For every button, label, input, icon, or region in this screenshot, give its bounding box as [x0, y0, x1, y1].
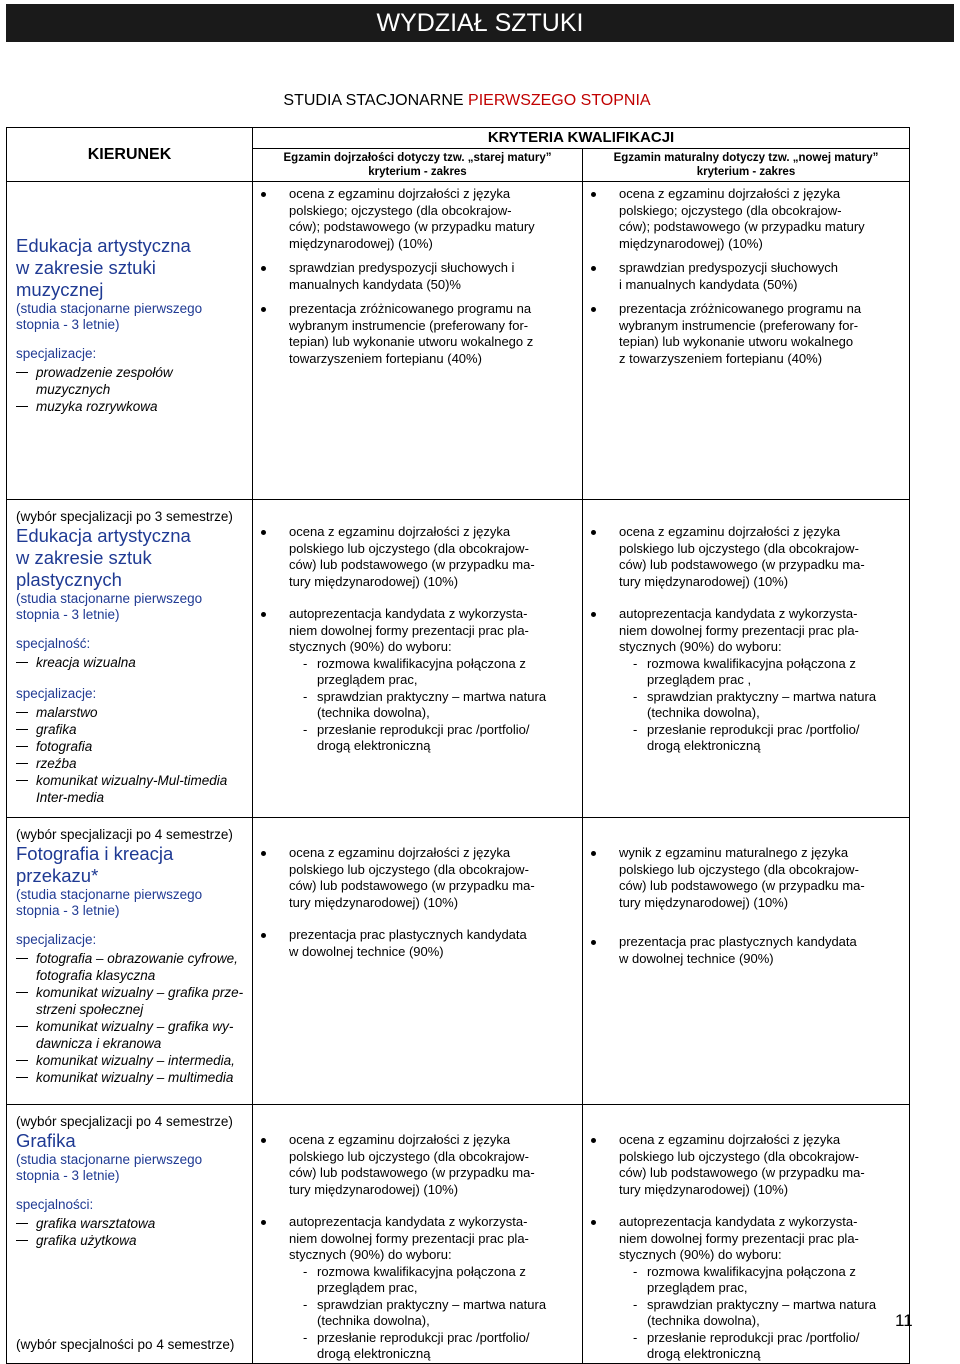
- program-content: [16, 818, 246, 1086]
- program-title-line: Edukacja artystyczna: [16, 235, 191, 256]
- dash-marker: -: [633, 1296, 638, 1312]
- header-new-matura-line2: kryterium - zakres: [696, 166, 796, 178]
- criteria-subline: przeglądem prac,: [647, 1280, 748, 1295]
- section-item: fotografia: [16, 738, 246, 755]
- criteria-subitem: [303, 656, 576, 689]
- section-list: [16, 704, 246, 806]
- section-item: prowadzenie zespołów muzycznych: [16, 364, 246, 398]
- criteria-line: stycznych (90%) do wyboru:: [619, 639, 782, 654]
- criteria-subitem: [633, 656, 903, 689]
- criteria-line: tury międzynarodowej) (10%): [289, 573, 459, 589]
- criteria-line: tury międzynarodowej) (10%): [619, 573, 789, 589]
- criteria-line: prezentacja zróżnicowanego programu na: [289, 301, 532, 316]
- section-head: specjalizacje:: [16, 686, 97, 701]
- criteria-line: wybranym instrumencie (preferowany for-: [289, 317, 529, 333]
- criteria-line: manualnych kandydata (50)%: [289, 276, 461, 292]
- dash-marker: -: [633, 655, 638, 671]
- criteria-subitem: [633, 722, 903, 755]
- header-old-matura: [253, 149, 583, 182]
- criteria-list-old: [253, 818, 582, 960]
- program-title-line: w zakresie sztuki: [16, 257, 156, 278]
- criteria-line: niem dowolnej formy prezentacji prac pla-: [289, 1230, 529, 1246]
- criteria-line: stycznych (90%) do wyboru:: [289, 639, 452, 654]
- program-title-line: w zakresie sztuk: [16, 547, 152, 568]
- program-title-line: Edukacja artystyczna: [16, 525, 191, 546]
- dash-marker: -: [633, 1263, 638, 1279]
- header-kryteria: KRYTERIA KWALIFIKACJI: [253, 128, 910, 149]
- criteria-line: sprawdzian predyspozycji słuchowych i: [289, 260, 515, 275]
- criteria-subline: (technika dowolna),: [317, 1313, 430, 1328]
- criteria-item: [583, 1214, 909, 1363]
- criteria-line: sprawdzian predyspozycji słuchowych: [619, 260, 838, 275]
- criteria-subline: przeglądem prac,: [317, 672, 418, 687]
- section-list: [16, 950, 246, 1086]
- criteria-line: polskiego lub ojczystego (dla obcokrajow-: [619, 1148, 859, 1164]
- criteria-sublist: [289, 656, 576, 755]
- section-item: muzyka rozrywkowa: [16, 398, 246, 415]
- criteria-line: w dowolnej technice (90%): [619, 950, 774, 966]
- page-title: WYDZIAŁ SZTUKI: [376, 9, 584, 37]
- criteria-subline: drogą elektroniczną: [317, 738, 431, 753]
- section-item: rzeźba: [16, 755, 246, 772]
- criteria-item: [583, 1132, 909, 1198]
- criteria-subline: rozmowa kwalifikacyjna połączona z: [317, 655, 526, 671]
- criteria-line: polskiego lub ojczystego (dla obcokrajow-: [289, 1148, 529, 1164]
- criteria-list-old: [253, 182, 582, 367]
- program-title-line: plastycznych: [16, 569, 122, 590]
- criteria-line: tepian) lub wykonanie utworu wokalnego z: [289, 334, 534, 349]
- section-list: [16, 364, 246, 415]
- program-cell: [7, 1105, 253, 1364]
- program-cell: [7, 182, 253, 500]
- criteria-line: ocena z egzaminu dojrzałości z języka: [289, 524, 511, 539]
- dash-marker: -: [633, 1329, 638, 1345]
- criteria-item: [253, 260, 582, 293]
- criteria-list-new: [583, 500, 909, 755]
- criteria-line: niem dowolnej formy prezentacji prac pla-: [619, 622, 859, 638]
- section-item: komunikat wizualny – grafika prze-strzeni społecznej: [16, 984, 246, 1018]
- header-kierunek: KIERUNEK: [7, 128, 253, 182]
- criteria-line: autoprezentacja kandydata z wykorzysta-: [619, 606, 858, 621]
- criteria-line: polskiego lub ojczystego (dla obcokrajow-: [619, 540, 859, 556]
- criteria-cell-old: [253, 1105, 583, 1364]
- criteria-subline: sprawdzian praktyczny – martwa natura: [647, 688, 877, 704]
- criteria-line: tury międzynarodowej) (10%): [289, 1181, 459, 1197]
- criteria-subline: drogą elektroniczną: [647, 1346, 761, 1361]
- criteria-line: ocena z egzaminu dojrzałości z języka: [619, 1132, 841, 1147]
- criteria-subline: rozmowa kwalifikacyjna połączona z: [647, 655, 856, 671]
- dash-marker: -: [633, 721, 638, 737]
- criteria-subline: przesłanie reprodukcji prac /portfolio/: [317, 1329, 530, 1345]
- dash-marker: -: [633, 688, 638, 704]
- criteria-item: [253, 524, 582, 590]
- criteria-list-old: [253, 1105, 582, 1363]
- criteria-subline: (technika dowolna),: [647, 705, 760, 720]
- criteria-line: ców) lub podstawowego (w przypadku ma-: [619, 1165, 865, 1180]
- program-row: [7, 818, 910, 1105]
- criteria-sublist: [619, 1264, 903, 1363]
- criteria-line: stycznych (90%) do wyboru:: [289, 1247, 452, 1262]
- criteria-line: ców); podstawowego (w przypadku matury: [289, 219, 535, 234]
- program-note-line: stopnia - 3 letnie): [16, 317, 120, 332]
- criteria-item: [583, 845, 909, 911]
- criteria-line: polskiego lub ojczystego (dla obcokrajow-: [289, 540, 529, 556]
- program-note-line: stopnia - 3 letnie): [16, 903, 120, 918]
- criteria-line: prezentacja zróżnicowanego programu na: [619, 301, 862, 316]
- criteria-line: wynik z egzaminu maturalnego z języka: [619, 845, 849, 860]
- criteria-line: tury międzynarodowej) (10%): [289, 894, 459, 910]
- criteria-line: tury międzynarodowej) (10%): [619, 894, 789, 910]
- program-note-line: stopnia - 3 letnie): [16, 607, 120, 622]
- criteria-line: ocena z egzaminu dojrzałości z języka: [619, 186, 841, 201]
- criteria-line: niem dowolnej formy prezentacji prac pla-: [619, 1230, 859, 1246]
- section-list: [16, 1215, 246, 1249]
- criteria-item: [253, 606, 582, 755]
- criteria-line: ców) lub podstawowego (w przypadku ma-: [289, 1165, 535, 1180]
- criteria-subline: rozmowa kwalifikacyjna połączona z: [317, 1263, 526, 1279]
- criteria-line: międzynarodowej) (10%): [619, 235, 763, 251]
- program-wybor-note: (wybór specjalizacji po 4 semestrze): [16, 827, 233, 842]
- criteria-item: [583, 301, 909, 367]
- criteria-line: ocena z egzaminu dojrzałości z języka: [289, 186, 511, 201]
- criteria-subitem: [633, 1330, 903, 1363]
- criteria-subline: przesłanie reprodukcji prac /portfolio/: [317, 721, 530, 737]
- program-note-line: (studia stacjonarne pierwszego: [16, 301, 203, 316]
- criteria-cell-new: [583, 500, 910, 818]
- criteria-line: autoprezentacja kandydata z wykorzysta-: [289, 1214, 528, 1229]
- dash-marker: -: [303, 688, 308, 704]
- criteria-item: [583, 260, 909, 293]
- program-note-line: (studia stacjonarne pierwszego: [16, 1152, 203, 1167]
- criteria-line: ocena z egzaminu dojrzałości z języka: [289, 1132, 511, 1147]
- program-note-line: (studia stacjonarne pierwszego: [16, 887, 203, 902]
- section-item: komunikat wizualny – multimedia: [16, 1069, 246, 1086]
- section-item: komunikat wizualny – intermedia,: [16, 1052, 246, 1069]
- criteria-cell-new: [583, 1105, 910, 1364]
- criteria-item: [583, 524, 909, 590]
- criteria-cell-new: [583, 182, 910, 500]
- dash-marker: -: [303, 655, 308, 671]
- criteria-line: polskiego; ojczystego (dla obcokrajow-: [619, 202, 842, 218]
- criteria-cell-old: [253, 500, 583, 818]
- criteria-item: [583, 934, 909, 967]
- criteria-line: polskiego; ojczystego (dla obcokrajow-: [289, 202, 512, 218]
- criteria-list-old: [253, 500, 582, 755]
- criteria-line: wybranym instrumencie (preferowany for-: [619, 317, 859, 333]
- criteria-cell-old: [253, 182, 583, 500]
- section-item: komunikat wizualny-Mul-timedia Inter-media: [16, 772, 246, 806]
- criteria-item: [253, 186, 582, 252]
- section-item: kreacja wizualna: [16, 654, 246, 671]
- section-item: komunikat wizualny – grafika wy-dawnicza i ekranowa: [16, 1018, 246, 1052]
- program-wybor-note: (wybór specjalizacji po 3 semestrze): [16, 509, 233, 524]
- criteria-subline: przeglądem prac ,: [647, 672, 752, 687]
- criteria-line: ców) lub podstawowego (w przypadku ma-: [289, 878, 535, 893]
- section-head: specjalizacje:: [16, 346, 97, 361]
- criteria-table: [6, 127, 910, 1364]
- criteria-subline: przesłanie reprodukcji prac /portfolio/: [647, 1329, 860, 1345]
- criteria-line: ocena z egzaminu dojrzałości z języka: [619, 524, 841, 539]
- program-title-line: muzycznej: [16, 279, 104, 300]
- criteria-line: tury międzynarodowej) (10%): [619, 1181, 789, 1197]
- criteria-list-new: [583, 818, 909, 967]
- criteria-subitem: [303, 722, 576, 755]
- criteria-subline: przeglądem prac,: [317, 1280, 418, 1295]
- criteria-line: w dowolnej technice (90%): [289, 943, 444, 959]
- criteria-item: [583, 186, 909, 252]
- program-title-line: Fotografia i kreacja: [16, 843, 174, 864]
- criteria-item: [253, 1132, 582, 1198]
- criteria-line: ców) lub podstawowego (w przypadku ma-: [619, 878, 865, 893]
- dash-marker: -: [303, 1263, 308, 1279]
- criteria-subline: drogą elektroniczną: [647, 738, 761, 753]
- subtitle-highlight: PIERWSZEGO STOPNIA: [468, 92, 651, 109]
- section-item: fotografia – obrazowanie cyfrowe, fotografia klasyczna: [16, 950, 246, 984]
- criteria-line: prezentacja prac plastycznych kandydata: [619, 934, 857, 949]
- criteria-subitem: [303, 689, 576, 722]
- subtitle: [0, 92, 934, 110]
- criteria-line: i manualnych kandydata (50%): [619, 276, 798, 292]
- criteria-subline: drogą elektroniczną: [317, 1346, 431, 1361]
- criteria-subitem: [303, 1330, 576, 1363]
- program-row: [7, 182, 910, 500]
- criteria-sublist: [619, 656, 903, 755]
- criteria-line: ców) lub podstawowego (w przypadku ma-: [289, 557, 535, 572]
- criteria-subline: sprawdzian praktyczny – martwa natura: [317, 1296, 547, 1312]
- criteria-line: ców); podstawowego (w przypadku matury: [619, 219, 865, 234]
- program-wybor-note: (wybór specjalności po 4 semestrze): [16, 1336, 235, 1352]
- criteria-line: autoprezentacja kandydata z wykorzysta-: [289, 606, 528, 621]
- program-content: [16, 182, 246, 415]
- dash-marker: -: [303, 1329, 308, 1345]
- criteria-item: [253, 845, 582, 911]
- criteria-line: prezentacja prac plastycznych kandydata: [289, 927, 527, 942]
- header-old-matura-line1: Egzamin dojrzałości dotyczy tzw. „starej matury”: [283, 152, 552, 164]
- criteria-cell-old: [253, 818, 583, 1105]
- criteria-subitem: [633, 1297, 903, 1330]
- criteria-sublist: [289, 1264, 576, 1363]
- criteria-cell-new: [583, 818, 910, 1105]
- program-row: [7, 1105, 910, 1364]
- criteria-subline: sprawdzian praktyczny – martwa natura: [317, 688, 547, 704]
- program-note-line: (studia stacjonarne pierwszego: [16, 591, 203, 606]
- program-cell: [7, 500, 253, 818]
- program-content: [16, 500, 246, 806]
- section-head: specjalność:: [16, 636, 91, 651]
- criteria-list-new: [583, 182, 909, 367]
- criteria-item: [253, 301, 582, 367]
- dash-marker: -: [303, 1296, 308, 1312]
- header-new-matura: [583, 149, 910, 182]
- program-title-line: Grafika: [16, 1130, 76, 1151]
- criteria-subitem: [303, 1297, 576, 1330]
- header-old-matura-line2: kryterium - zakres: [368, 166, 467, 178]
- program-note-line: stopnia - 3 letnie): [16, 1168, 120, 1183]
- page-title-banner: [6, 4, 954, 42]
- criteria-line: autoprezentacja kandydata z wykorzysta-: [619, 1214, 858, 1229]
- criteria-line: międzynarodowej) (10%): [289, 235, 433, 251]
- header-row: [7, 128, 910, 149]
- criteria-line: polskiego lub ojczystego (dla obcokrajow-: [619, 861, 859, 877]
- criteria-line: towarzyszeniem fortepianu (40%): [289, 350, 482, 366]
- page-number: 11: [895, 1311, 913, 1330]
- program-content: [16, 1105, 246, 1249]
- criteria-item: [253, 927, 582, 960]
- criteria-item: [583, 606, 909, 755]
- section-item: malarstwo: [16, 704, 246, 721]
- section-item: grafika: [16, 721, 246, 738]
- criteria-line: tepian) lub wykonanie utworu wokalnego: [619, 334, 854, 349]
- program-cell: [7, 818, 253, 1105]
- section-item: grafika warsztatowa: [16, 1215, 246, 1232]
- section-head: specjalności:: [16, 1197, 94, 1212]
- header-new-matura-line1: Egzamin maturalny dotyczy tzw. „nowej matury”: [613, 152, 879, 164]
- criteria-subline: przesłanie reprodukcji prac /portfolio/: [647, 721, 860, 737]
- criteria-subitem: [633, 689, 903, 722]
- criteria-line: z towarzyszeniem fortepianu (40%): [619, 350, 823, 366]
- criteria-line: ocena z egzaminu dojrzałości z języka: [289, 845, 511, 860]
- criteria-subline: (technika dowolna),: [317, 705, 430, 720]
- criteria-list-new: [583, 1105, 909, 1363]
- subtitle-prefix: STUDIA STACJONARNE: [283, 92, 469, 109]
- criteria-subline: sprawdzian praktyczny – martwa natura: [647, 1296, 877, 1312]
- program-wybor-note: (wybór specjalizacji po 4 semestrze): [16, 1114, 233, 1129]
- criteria-item: [253, 1214, 582, 1363]
- criteria-subline: rozmowa kwalifikacyjna połączona z: [647, 1263, 856, 1279]
- criteria-line: ców) lub podstawowego (w przypadku ma-: [619, 557, 865, 572]
- program-row: [7, 500, 910, 818]
- section-head: specjalizacje:: [16, 932, 97, 947]
- criteria-line: polskiego lub ojczystego (dla obcokrajow-: [289, 861, 529, 877]
- criteria-subitem: [303, 1264, 576, 1297]
- program-title-line: przekazu*: [16, 865, 99, 886]
- section-list: [16, 654, 246, 671]
- dash-marker: -: [303, 721, 308, 737]
- criteria-line: niem dowolnej formy prezentacji prac pla-: [289, 622, 529, 638]
- criteria-subitem: [633, 1264, 903, 1297]
- section-item: grafika użytkowa: [16, 1232, 246, 1249]
- criteria-subline: (technika dowolna),: [647, 1313, 760, 1328]
- criteria-line: stycznych (90%) do wyboru:: [619, 1247, 782, 1262]
